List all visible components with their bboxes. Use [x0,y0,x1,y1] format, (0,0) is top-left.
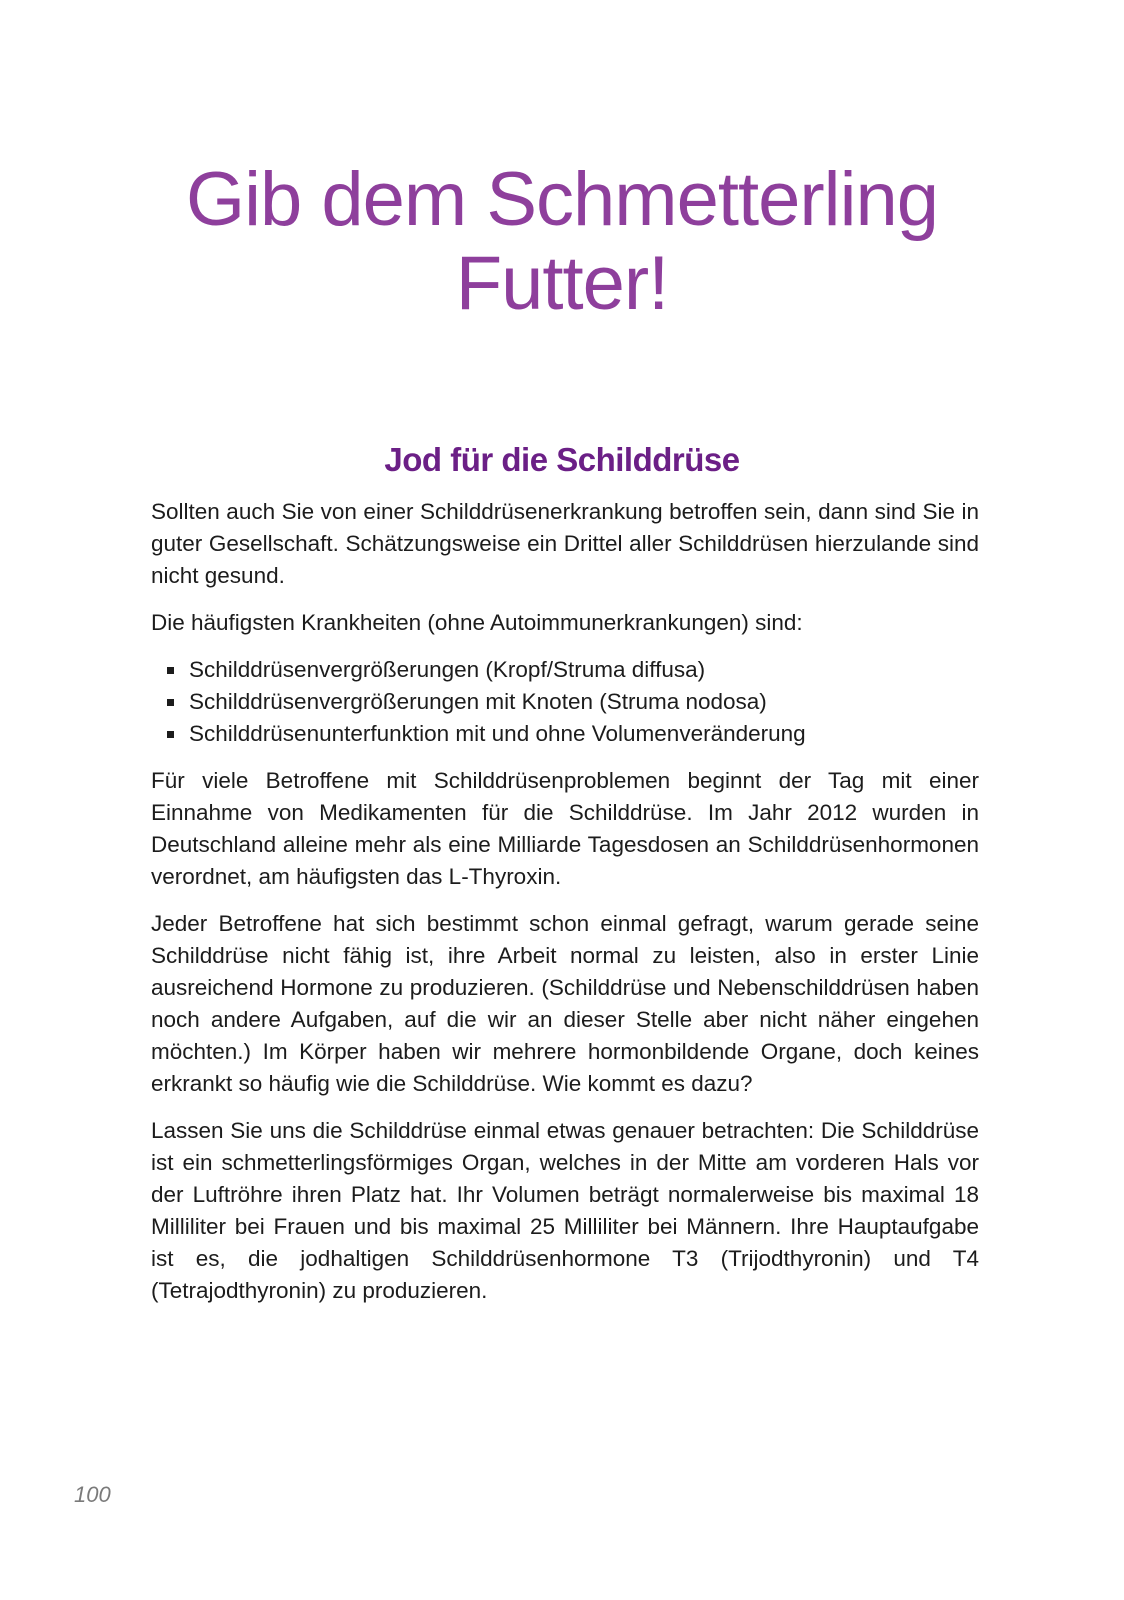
page-number: 100 [74,1482,111,1507]
page-title-line-1: Gib dem Schmetterling [186,157,938,242]
square-bullet-icon [167,699,174,706]
paragraph-intro: Sollten auch Sie von einer Schilddrüsenerkrankung betroffen sein, dann sind Sie in guter Gesellschaft. Schätzungsweise ein Drittel aller Schilddrüsen hierzulande sind nicht gesund. [151,499,979,588]
square-bullet-icon [167,667,174,674]
list-item-text: Schilddrüsenvergrößerungen (Kropf/Struma diffusa) [189,657,706,682]
list-item [151,654,979,686]
paragraph-question: Jeder Betroffene hat sich bestimmt schon einmal gefragt, warum gerade seine Schilddrüse nicht fähig ist, ihre Arbeit normal zu leisten, also in erster Linie ausreichend Hormone zu produzieren. (Schilddrüse und Nebenschilddrüsen haben noch andere Aufgaben, auf die wir an dieser Stelle aber nicht näher eingehen möchten.) Im Körper haben wir mehrere hormonbildende Organe, doch keines erkrankt so häufig wie die Schilddrüse. Wie kommt es dazu? [151,911,979,1096]
paragraph-anatomy: Lassen Sie uns die Schilddrüse einmal etwas genauer betrachten: Die Schilddrüse ist ein schmetterlingsförmiges Organ, welches in der Mitte am vorderen Hals vor der Luftröhre ihren Platz hat. Ihr Volumen beträgt normalerweise bis maximal 18 Milliliter bei Frauen und bis maximal 25 Milliliter bei Männern. Ihre Hauptaufgabe ist es, die jodhaltigen Schilddrüsenhormone T3 (Trijodthyronin) und T4 (Tetrajodthyronin) zu produzieren. [151,1118,979,1303]
disease-list [151,654,979,750]
list-item [151,718,979,750]
body-text [151,496,979,1322]
paragraph-list-intro: Die häufigsten Krankheiten (ohne Autoimmunerkrankungen) sind: [151,610,803,635]
section-heading: Jod für die Schilddrüse [384,441,740,478]
list-item-text: Schilddrüsenunterfunktion mit und ohne Volumenveränderung [189,721,806,746]
page-title [0,158,1124,326]
square-bullet-icon [167,731,174,738]
list-item [151,686,979,718]
paragraph-medication: Für viele Betroffene mit Schilddrüsenproblemen beginnt der Tag mit einer Einnahme von Medikamenten für die Schilddrüse. Im Jahr 2012 wurden in Deutschland alleine mehr als eine Milliarde Tagesdosen an Schilddrüsenhormonen verordnet, am häufigsten das L-Thyroxin. [151,768,979,889]
page-title-line-2: Futter! [455,241,669,326]
list-item-text: Schilddrüsenvergrößerungen mit Knoten (Struma nodosa) [189,689,767,714]
